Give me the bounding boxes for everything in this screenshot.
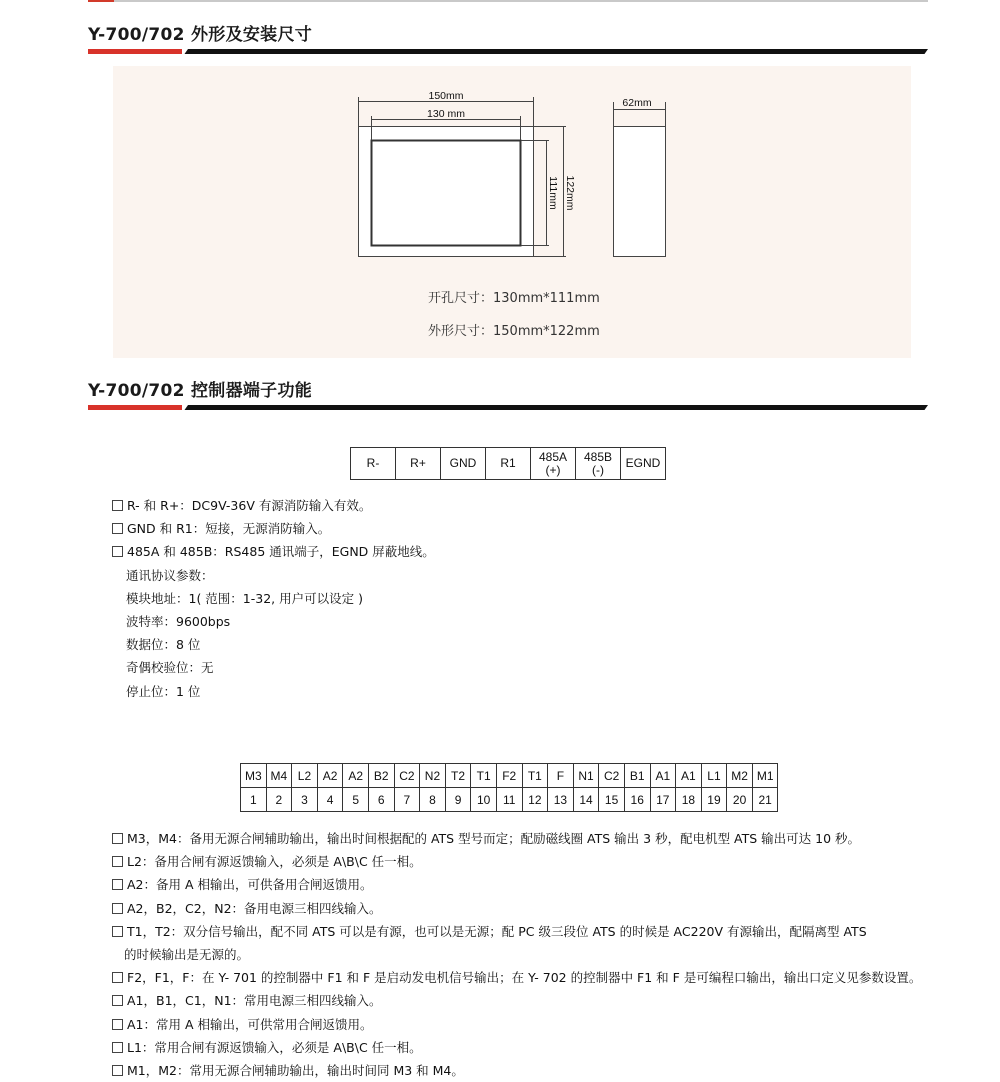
square-bullet-icon xyxy=(112,1019,123,1030)
note-text: A2，B2，C2，N2：备用电源三相四线输入。 xyxy=(127,900,382,916)
note-item xyxy=(112,897,921,920)
square-bullet-icon xyxy=(112,1065,123,1076)
terminal-name-cell: F xyxy=(548,764,574,788)
note-item xyxy=(112,564,435,587)
note-item xyxy=(112,517,435,540)
dim-cutout-width: 130 mm xyxy=(427,108,465,120)
note-text: 奇偶校验位：无 xyxy=(126,660,214,676)
note-text: L2：备用合闸有源返馈输入，必须是 A\B\C 任一相。 xyxy=(127,854,422,870)
note-text: R- 和 R+：DC9V-36V 有源消防输入有效。 xyxy=(127,498,372,513)
note-text: 模块地址：1( 范围：1-32, 用户可以设定 ) xyxy=(126,590,363,606)
section-title-bar xyxy=(88,405,928,411)
terminal-number-cell: 13 xyxy=(548,788,574,812)
terminal-cell xyxy=(351,448,396,480)
terminal-cell xyxy=(396,448,441,480)
terminal-name-cell: C2 xyxy=(599,764,625,788)
note-item xyxy=(112,920,921,943)
note-item xyxy=(112,873,921,896)
terminal-label: (-) xyxy=(592,462,604,477)
note-text: 波特率：9600bps xyxy=(126,613,231,629)
terminal-label: EGND xyxy=(625,456,661,470)
note-text: GND 和 R1：短接，无源消防输入。 xyxy=(127,521,331,537)
note-item xyxy=(112,827,921,850)
terminal-number-cell: 17 xyxy=(650,788,676,812)
terminal-number-cell: 21 xyxy=(752,788,778,812)
terminal-number-cell: 7 xyxy=(394,788,420,812)
note-text: A2：备用 A 相输出，可供备用合闸返馈用。 xyxy=(127,877,373,893)
terminal-name-cell: A1 xyxy=(650,764,676,788)
terminal-name-cell: A2 xyxy=(317,764,343,788)
terminal-name-cell: N1 xyxy=(573,764,599,788)
terminal-name-cell: L2 xyxy=(292,764,318,788)
dim-depth: 62mm xyxy=(622,97,652,109)
terminal-number-cell: 2 xyxy=(266,788,292,812)
terminal-block-comm xyxy=(350,447,666,480)
section-title-terminals: Y-700/702 控制器端子功能 xyxy=(88,381,313,401)
note-item xyxy=(112,850,921,873)
note-item xyxy=(112,540,435,563)
square-bullet-icon xyxy=(112,903,123,914)
terminal-number-cell: 15 xyxy=(599,788,625,812)
note-text: 的时候输出是无源的。 xyxy=(124,946,250,962)
dim-outer-width: 150mm xyxy=(428,90,464,102)
section-title-bar xyxy=(88,49,928,55)
note-text: 数据位：8 位 xyxy=(126,637,201,653)
note-item xyxy=(112,1036,921,1059)
note-item xyxy=(112,587,435,610)
note-item xyxy=(112,943,921,966)
square-bullet-icon xyxy=(112,972,123,983)
terminal-name-cell: C2 xyxy=(394,764,420,788)
note-text: A1：常用 A 相输出，可供常用合闸返馈用。 xyxy=(127,1016,373,1032)
note-text: T1，T2：双分信号输出，配不同 ATS 可以是有源，也可以是无源；配 PC 级三段位 ATS 的时候是 AC220V 有源输出，配隔离型 ATS xyxy=(127,923,867,939)
terminal-number-cell: 5 xyxy=(343,788,369,812)
note-item xyxy=(112,680,435,703)
terminal-label: (+) xyxy=(545,462,561,477)
terminal-number-cell: 16 xyxy=(624,788,650,812)
outer-spec: 外形尺寸：150mm*122mm xyxy=(428,324,600,339)
terminal-number-cell: 9 xyxy=(445,788,471,812)
terminal-number-cell: 10 xyxy=(471,788,497,812)
note-item xyxy=(112,1013,921,1036)
notes-main xyxy=(112,827,921,1082)
terminal-number-cell: 3 xyxy=(292,788,318,812)
square-bullet-icon xyxy=(112,523,123,534)
cutout-spec: 开孔尺寸：130mm*111mm xyxy=(428,291,600,306)
terminal-cell xyxy=(441,448,486,480)
terminal-name-cell: B2 xyxy=(368,764,394,788)
terminal-name-cell: M3 xyxy=(241,764,267,788)
square-bullet-icon xyxy=(112,995,123,1006)
terminal-number-cell: 8 xyxy=(420,788,446,812)
terminal-block-main xyxy=(240,763,778,812)
side-view-rect xyxy=(614,127,666,257)
note-text: M1，M2：常用无源合闸辅助输出，输出时间同 M3 和 M4。 xyxy=(127,1062,464,1078)
terminal-name-cell: B1 xyxy=(624,764,650,788)
terminal-number-cell: 6 xyxy=(368,788,394,812)
square-bullet-icon xyxy=(112,856,123,867)
square-bullet-icon xyxy=(112,926,123,937)
terminal-label: R- xyxy=(366,456,380,470)
terminal-name-cell: A1 xyxy=(676,764,702,788)
note-text: F2，F1，F：在 Y- 701 的控制器中 F1 和 F 是启动发电机信号输出；在 Y- 702 的控制器中 F1 和 F 是可编程口输出，输出口定义见参数设置。 xyxy=(127,970,922,986)
terminal-label: GND xyxy=(449,456,477,470)
notes-comm xyxy=(112,494,435,703)
terminal-label: 485B xyxy=(583,449,613,464)
terminal-number-cell: 20 xyxy=(727,788,753,812)
terminal-label: R+ xyxy=(410,456,426,470)
terminal-cell xyxy=(531,448,576,480)
terminal-name-cell: F2 xyxy=(496,764,522,788)
note-item xyxy=(112,966,921,989)
note-item xyxy=(112,656,435,679)
dim-cutout-height: 111mm xyxy=(547,176,559,210)
note-item xyxy=(112,633,435,656)
note-text: L1：常用合闸有源返馈输入，必须是 A\B\C 任一相。 xyxy=(127,1039,422,1055)
terminal-number-cell: 12 xyxy=(522,788,548,812)
square-bullet-icon xyxy=(112,1042,123,1053)
note-text: 485A 和 485B：RS485 通讯端子，EGND 屏蔽地线。 xyxy=(127,544,435,560)
note-text: A1，B1，C1，N1：常用电源三相四线输入。 xyxy=(127,993,382,1009)
terminal-number-cell: 4 xyxy=(317,788,343,812)
terminal-name-cell: A2 xyxy=(343,764,369,788)
dim-outer-height: 122mm xyxy=(564,175,576,211)
note-item xyxy=(112,494,435,517)
terminal-name-cell: L1 xyxy=(701,764,727,788)
terminal-number-cell: 18 xyxy=(676,788,702,812)
terminal-number-cell: 19 xyxy=(701,788,727,812)
square-bullet-icon xyxy=(112,879,123,890)
terminal-label: R1 xyxy=(500,456,516,470)
top-rule xyxy=(88,0,928,2)
terminal-number-cell: 11 xyxy=(496,788,522,812)
terminal-number-cell: 14 xyxy=(573,788,599,812)
terminal-label: 485A xyxy=(538,449,568,464)
terminal-name-cell: M1 xyxy=(752,764,778,788)
front-inner-rect xyxy=(372,141,521,246)
note-text: 停止位：1 位 xyxy=(126,683,201,699)
terminal-name-cell: T2 xyxy=(445,764,471,788)
terminal-cell xyxy=(576,448,621,480)
terminal-name-cell: N2 xyxy=(420,764,446,788)
terminal-name-cell: T1 xyxy=(522,764,548,788)
square-bullet-icon xyxy=(112,833,123,844)
section-title-dimensions: Y-700/702 外形及安装尺寸 xyxy=(88,25,313,45)
note-text: 通讯协议参数： xyxy=(126,567,214,583)
note-item xyxy=(112,610,435,633)
note-text: M3，M4：备用无源合闸辅助输出，输出时间根据配的 ATS 型号而定；配励磁线圈 ATS 输出 3 秒，配电机型 ATS 输出可达 10 秒。 xyxy=(127,831,861,846)
terminal-name-cell: M2 xyxy=(727,764,753,788)
terminal-name-cell: M4 xyxy=(266,764,292,788)
square-bullet-icon xyxy=(112,500,123,511)
square-bullet-icon xyxy=(112,546,123,557)
note-item xyxy=(112,1059,921,1082)
terminal-name-cell: T1 xyxy=(471,764,497,788)
note-item xyxy=(112,989,921,1012)
terminal-cell xyxy=(621,448,666,480)
terminal-cell xyxy=(486,448,531,480)
terminal-number-cell: 1 xyxy=(241,788,267,812)
